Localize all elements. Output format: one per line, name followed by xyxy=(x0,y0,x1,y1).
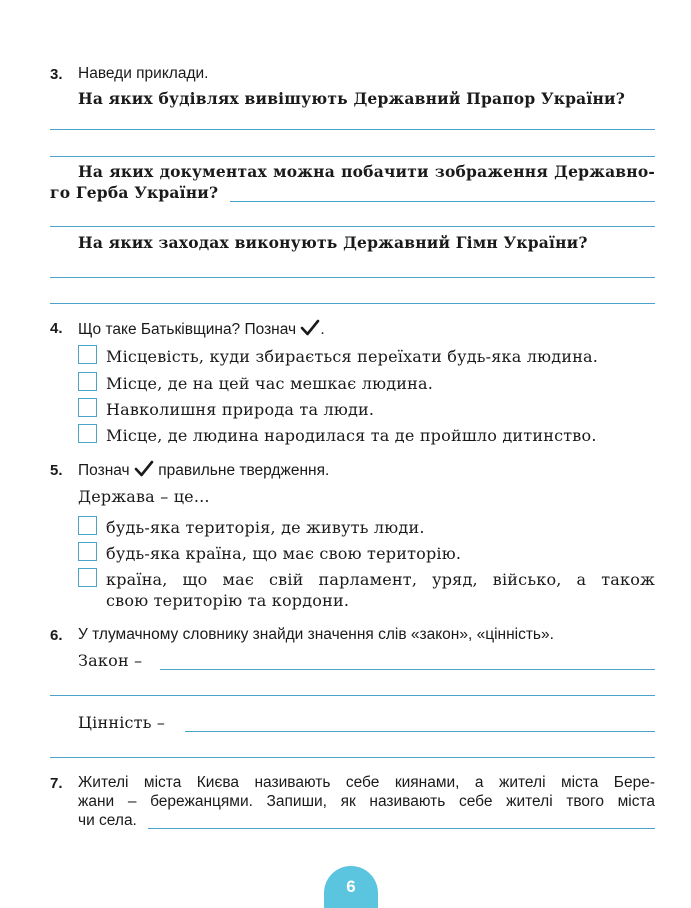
answer-line[interactable] xyxy=(50,129,655,130)
answer-line[interactable] xyxy=(160,669,655,670)
q6-word-law: Закон – xyxy=(78,651,143,670)
checkbox[interactable] xyxy=(78,516,97,535)
q7-line1: Жителі міста Києва називають себе киянами, а жителі міста Бере- xyxy=(78,774,655,791)
q4-prompt xyxy=(78,319,325,342)
q7-number: 7. xyxy=(50,775,63,792)
q5-lead: Держава – це... xyxy=(78,487,210,506)
q4-option-4: Місце, де людина народилася та де пройшло дитинство. xyxy=(106,426,597,445)
answer-line[interactable] xyxy=(50,695,655,696)
checkbox[interactable] xyxy=(78,345,97,364)
q3-subquestion-3: На яких заходах виконують Державний Гімн України? xyxy=(78,233,588,252)
q5-option-3-line1: країна, що має свій парламент, уряд, військо, а також xyxy=(106,570,655,589)
answer-line[interactable] xyxy=(50,757,655,758)
answer-line[interactable] xyxy=(230,201,655,202)
q4-prompt-end: . xyxy=(320,321,325,338)
checkmark-icon xyxy=(300,319,320,342)
answer-line[interactable] xyxy=(50,277,655,278)
checkmark-icon xyxy=(134,460,154,483)
q4-option-2: Місце, де на цей час мешкає людина. xyxy=(106,374,434,393)
q6-word-value: Цінність – xyxy=(78,713,166,732)
q3-number: 3. xyxy=(50,66,63,83)
answer-line[interactable] xyxy=(185,731,655,732)
answer-line[interactable] xyxy=(50,156,655,157)
q6-prompt: У тлумачному словнику знайди значення слів «закон», «цінність». xyxy=(78,626,554,643)
q5-option-2: будь-яка країна, що має свою територію. xyxy=(106,544,462,563)
q3-subquestion-1: На яких будівлях вивішують Державний Прапор України? xyxy=(78,89,626,108)
q3-subquestion-2-line1: На яких документах можна побачити зображення Державно- xyxy=(78,162,655,181)
q4-prompt-text: Що таке Батьківщина? Познач xyxy=(78,321,297,338)
q5-prompt-end: правильне твердження. xyxy=(158,462,330,479)
checkbox[interactable] xyxy=(78,568,97,587)
checkbox[interactable] xyxy=(78,424,97,443)
q3-prompt: Наведи приклади. xyxy=(78,65,209,82)
q4-option-1: Місцевість, куди збирається переїхати будь-яка людина. xyxy=(106,347,599,366)
q3-subquestion-2-line2: го Герба України? xyxy=(50,183,219,202)
q5-option-3-line2: свою територію та кордони. xyxy=(106,591,350,610)
q6-number: 6. xyxy=(50,627,63,644)
q4-option-3: Навколишня природа та люди. xyxy=(106,400,375,419)
q7-line2: жани – бережанцями. Запиши, як називають себе жителі твого міста xyxy=(78,793,655,810)
answer-line[interactable] xyxy=(148,828,655,829)
q4-number: 4. xyxy=(50,320,63,337)
q5-prompt xyxy=(78,460,329,483)
checkbox[interactable] xyxy=(78,372,97,391)
page-number: 6 xyxy=(324,866,378,908)
checkbox[interactable] xyxy=(78,542,97,561)
checkbox[interactable] xyxy=(78,398,97,417)
answer-line[interactable] xyxy=(50,226,655,227)
q7-line3: чи села. xyxy=(78,812,137,829)
q5-prompt-text: Познач xyxy=(78,462,130,479)
q5-option-1: будь-яка територія, де живуть люди. xyxy=(106,518,425,537)
answer-line[interactable] xyxy=(50,303,655,304)
q5-number: 5. xyxy=(50,462,63,479)
